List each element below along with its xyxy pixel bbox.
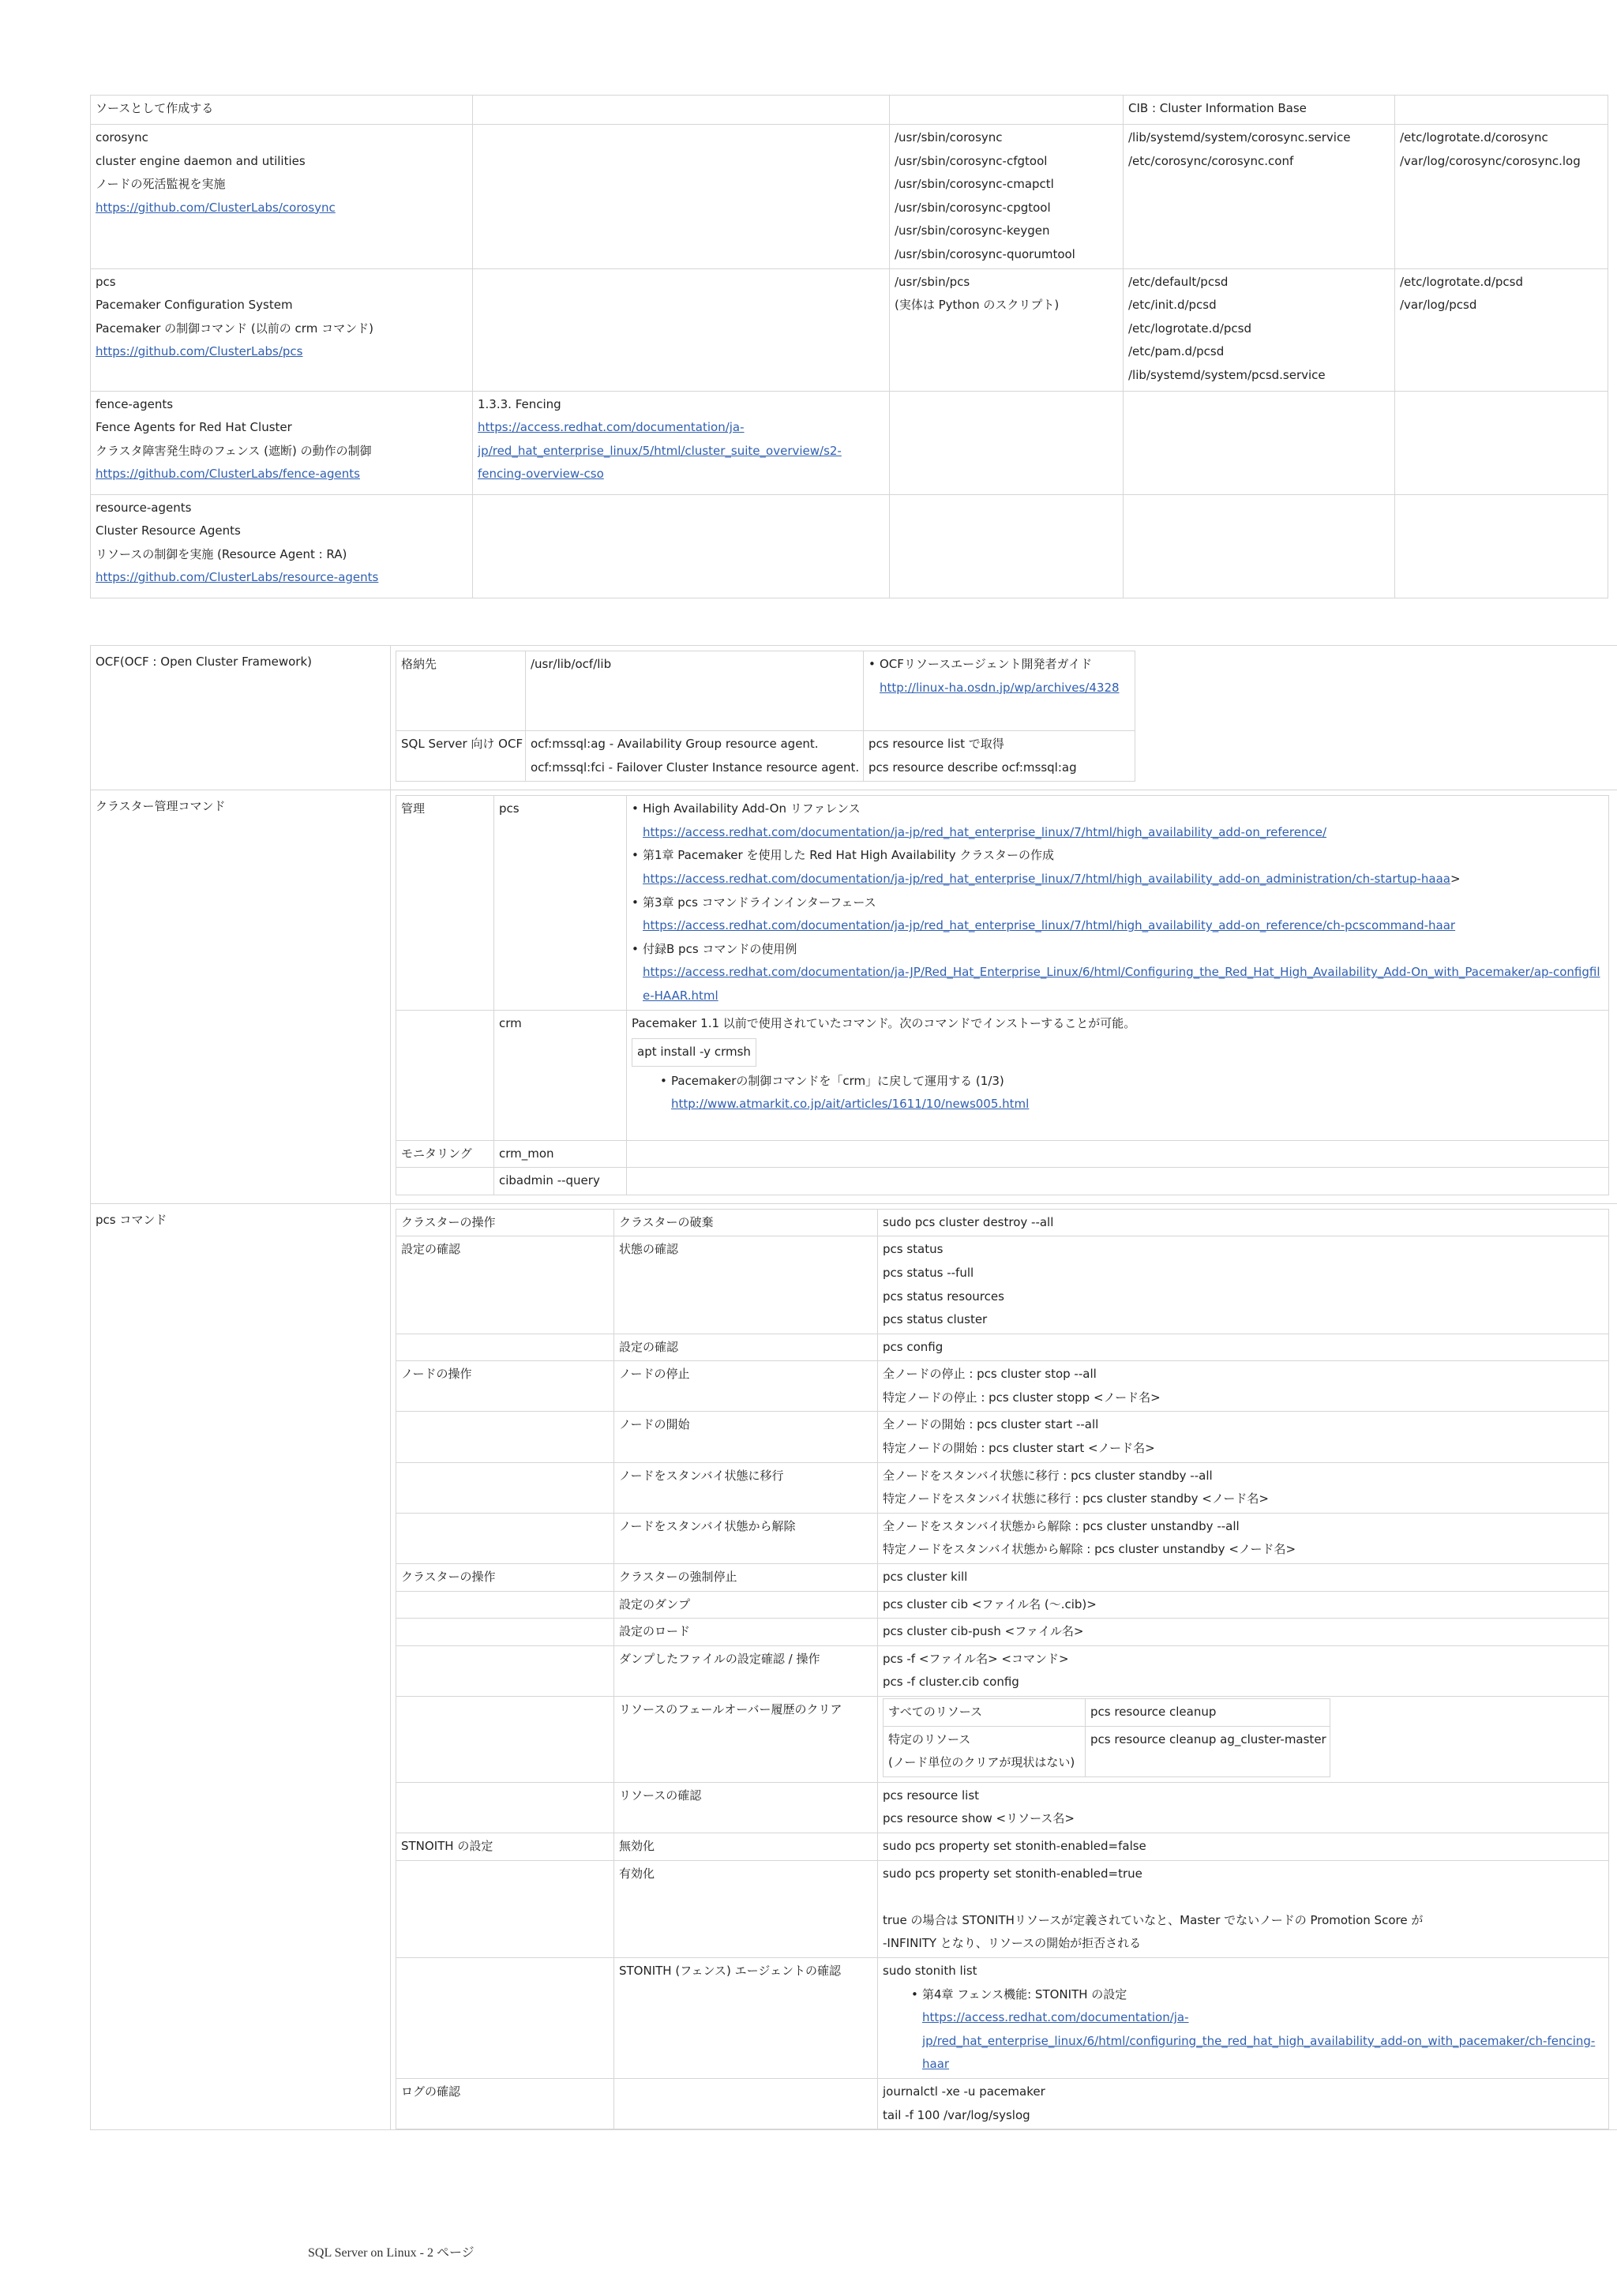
pcs-command-row-item	[396, 1833, 1609, 1860]
failover-specific-note: (ノード単位のクリアが現状はない)	[888, 1755, 1075, 1770]
mgmt-inner-table	[396, 795, 1609, 1195]
pcs-operation: ノードをスタンバイ状態に移行	[619, 1468, 784, 1483]
component-doc-title: 1.3.3. Fencing	[478, 396, 561, 411]
component-bin-line: (実体は Python のスクリプト)	[895, 298, 1060, 313]
pcs-category: STNOITH の設定	[401, 1838, 493, 1853]
pcs-operation: 無効化	[619, 1838, 655, 1853]
failover-specific-label: 特定のリソース	[888, 1731, 971, 1746]
ocf-sql-agent: ocf:mssql:ag - Availability Group resource agent.	[531, 737, 819, 751]
mgmt-row	[91, 790, 1617, 1204]
component-log-line: /etc/logrotate.d/pcsd	[1400, 274, 1523, 289]
pcs-operation: クラスターの強制停止	[619, 1570, 737, 1585]
component-bin-line: /usr/sbin/corosync-keygen	[895, 223, 1050, 238]
component-name-line: ソースとして作成する	[96, 101, 214, 115]
pcs-category: ノードの操作	[401, 1367, 472, 1382]
component-name-link[interactable]: https://github.com/ClusterLabs/pcs	[96, 344, 303, 359]
component-config-line: /lib/systemd/system/corosync.service	[1128, 130, 1351, 144]
failover-all-command: pcs resource cleanup	[1090, 1705, 1217, 1719]
component-config-line: /etc/default/pcsd	[1128, 274, 1229, 289]
ocf-store-label: 格納先	[401, 657, 437, 671]
pcs-ref-title: • 第3章 pcs コマンドラインインターフェース	[632, 891, 1604, 915]
pcs-command-row-item	[396, 1591, 1609, 1619]
pcs-command-line: pcs status cluster	[883, 1312, 988, 1327]
ocf-guide-title: • OCFリソースエージェント開発者ガイド	[869, 653, 1130, 677]
crm-ref-title: • Pacemakerの制御コマンドを「crm」に戻して運用する (1/3)	[660, 1070, 1604, 1094]
pcs-category: 設定の確認	[401, 1242, 461, 1257]
mgmt-crm: crm	[499, 1015, 522, 1030]
pcs-command-row-item	[396, 1697, 1609, 1783]
pcs-command-line: 全ノードをスタンバイ状態から解除 : pcs cluster unstandby --all	[883, 1518, 1240, 1533]
component-row	[91, 268, 1608, 391]
component-log-line: /etc/logrotate.d/corosync	[1400, 130, 1548, 144]
ocf-label: OCF(OCF : Open Cluster Framework)	[96, 655, 312, 669]
component-bin-line: /usr/sbin/pcs	[895, 274, 970, 289]
component-config-line: /etc/pam.d/pcsd	[1128, 344, 1225, 359]
component-doc-link[interactable]: jp/red_hat_enterprise_linux/5/html/cluster_suite_overview/s2-	[478, 443, 842, 458]
pcs-command-line: pcs config	[883, 1339, 944, 1354]
component-name-line: Pacemaker Configuration System	[96, 298, 293, 313]
pcs-command-row-item	[396, 1462, 1609, 1513]
failover-clear-table	[883, 1698, 1330, 1777]
component-name-line: リソースの制御を実施 (Resource Agent : RA)	[96, 546, 347, 561]
pcs-command-line: true の場合は STONITHリソースが定義されていなと、Master でないノードの Promotion Score が	[883, 1912, 1424, 1927]
pcs-command-row-item	[396, 1645, 1609, 1696]
pcs-command-line: sudo pcs property set stonith-enabled=false	[883, 1838, 1146, 1853]
pcs-command-line: 全ノードをスタンバイ状態に移行 : pcs cluster standby --all	[883, 1468, 1213, 1483]
pcs-command-row-item	[396, 1361, 1609, 1412]
stonith-ref-title: • 第4章 フェンス機能: STONITH の設定	[911, 1983, 1604, 2007]
component-name-line: fence-agents	[96, 396, 174, 411]
pcs-operation: 設定のロード	[619, 1624, 691, 1639]
pcs-command-line: sudo pcs property set stonith-enabled=true	[883, 1866, 1142, 1881]
pcs-command-line: 特定ノードの停止 : pcs cluster stopp <ノード名>	[883, 1390, 1161, 1405]
component-name-line: Pacemaker の制御コマンド (以前の crm コマンド)	[96, 321, 373, 336]
component-row	[91, 96, 1608, 125]
pcs-ref-title: • 第1章 Pacemaker を使用した Red Hat High Availability クラスターの作成	[632, 844, 1604, 868]
component-name-line: corosync	[96, 130, 148, 144]
pcs-command-row-item	[396, 2078, 1609, 2129]
crm-desc: Pacemaker 1.1 以前で使用されていたコマンド。次のコマンドでインストーすることが可能。	[632, 1015, 1136, 1030]
component-row	[91, 391, 1608, 494]
crm-install-command: apt install -y crmsh	[632, 1038, 756, 1067]
pcs-command-line: sudo pcs cluster destroy --all	[883, 1214, 1054, 1229]
component-config-line: CIB : Cluster Information Base	[1128, 101, 1307, 115]
pcs-command-table	[396, 1209, 1609, 2129]
pcs-command-row-item	[396, 1412, 1609, 1462]
component-bin-line: /usr/sbin/corosync-cpgtool	[895, 200, 1051, 215]
pcs-refs	[627, 796, 1609, 1010]
component-name-line: pcs	[96, 274, 116, 289]
pcs-operation: STONITH (フェンス) エージェントの確認	[619, 1963, 842, 1978]
ocf-guide-link[interactable]: http://linux-ha.osdn.jp/wp/archives/4328	[880, 680, 1120, 695]
pcs-ref-link[interactable]: https://access.redhat.com/documentation/ja-jp/red_hat_enterprise_linux/7/html/high_availability_add-on_reference/	[643, 824, 1327, 839]
pcs-operation: ノードの停止	[619, 1367, 690, 1382]
pcs-command-line: pcs cluster kill	[883, 1570, 968, 1585]
ocf-store-path: /usr/lib/ocf/lib	[531, 657, 612, 671]
pcs-command-line: pcs -f cluster.cib config	[883, 1675, 1019, 1690]
pcs-operation: クラスターの破棄	[619, 1214, 714, 1229]
pcs-ref-title: • 付録B pcs コマンドの使用例	[632, 938, 1604, 962]
ocf-row	[91, 646, 1617, 790]
mgmt-kanri-cell	[396, 796, 494, 1010]
ocf-sql-agent: ocf:mssql:fci - Failover Cluster Instance resource agent.	[531, 760, 860, 775]
pcs-command-row-item	[396, 1513, 1609, 1563]
component-doc-link[interactable]: fencing-overview-cso	[478, 467, 604, 482]
component-bin-line: /usr/sbin/corosync	[895, 130, 1003, 144]
pcs-command-line: -INFINITY となり、リソースの開始が拒否される	[883, 1936, 1142, 1951]
component-row	[91, 494, 1608, 598]
pcs-ref-link[interactable]: https://access.redhat.com/documentation/ja-jp/red_hat_enterprise_linux/7/html/high_availability_add-on_reference/ch-pcscommand-haar	[643, 918, 1456, 933]
pcs-command-line: pcs cluster cib-push <ファイル名>	[883, 1624, 1084, 1639]
pcs-command-line: 全ノードの開始 : pcs cluster start --all	[883, 1417, 1099, 1432]
mgmt-kanri: 管理	[401, 801, 426, 816]
pcs-ref-suffix: >	[1450, 871, 1461, 886]
pcs-command-line: tail -f 100 /var/log/syslog	[883, 2107, 1030, 2122]
component-name-line: Fence Agents for Red Hat Cluster	[96, 420, 292, 435]
component-name-line: cluster engine daemon and utilities	[96, 153, 306, 168]
component-row	[91, 125, 1608, 269]
component-log-line: /var/log/corosync/corosync.log	[1400, 153, 1581, 168]
component-name-line: Cluster Resource Agents	[96, 523, 241, 538]
component-bin-line: /usr/sbin/corosync-cfgtool	[895, 153, 1048, 168]
pcs-operation: ノードの開始	[619, 1417, 690, 1432]
component-config-line: /lib/systemd/system/pcsd.service	[1128, 367, 1326, 382]
pcs-command-row-item	[396, 1209, 1609, 1236]
pcs-category: クラスターの操作	[401, 1570, 496, 1585]
ocf-sql-cmd: pcs resource list で取得	[869, 737, 1004, 751]
pcs-ref-link[interactable]: https://access.redhat.com/documentation/ja-JP/Red_Hat_Enterprise_Linux/6/html/Configuring_the_Red_Hat_High_Availability_Add-On_with_Pacemaker/ap-configfile-HAAR.html	[643, 965, 1600, 1003]
pcs-command-line: pcs cluster cib <ファイル名 (～.cib)>	[883, 1596, 1097, 1611]
pcs-operation: ノードをスタンバイ状態から解除	[619, 1518, 796, 1533]
component-name-line: resource-agents	[96, 500, 192, 515]
stonith-ref-link[interactable]: https://access.redhat.com/documentation/ja-	[922, 2010, 1189, 2025]
pcs-operation: 状態の確認	[619, 1242, 679, 1257]
component-name-line: ノードの死活監視を実施	[96, 177, 226, 192]
pcs-ref-link[interactable]: https://access.redhat.com/documentation/ja-jp/red_hat_enterprise_linux/7/html/high_availability_add-on_administration/ch-startup-haaa	[643, 871, 1450, 886]
failover-all-label: すべてのリソース	[888, 1705, 982, 1719]
page-footer: SQL Server on Linux - 2 ページ	[308, 2246, 475, 2260]
pcs-category: クラスターの操作	[401, 1214, 496, 1229]
pcs-operation: 有効化	[619, 1866, 655, 1881]
component-config-line: /etc/corosync/corosync.conf	[1128, 153, 1294, 168]
pcs-command-line: 特定ノードの開始 : pcs cluster start <ノード名>	[883, 1441, 1155, 1456]
pcs-command-row-item	[396, 1564, 1609, 1592]
component-config-line: /etc/init.d/pcsd	[1128, 298, 1217, 313]
pcs-command-line: 特定ノードをスタンバイ状態から解除 : pcs cluster unstandby <ノード名>	[883, 1542, 1296, 1557]
pcs-command-line: journalctl -xe -u pacemaker	[883, 2084, 1045, 2099]
component-bin-line: /usr/sbin/corosync-cmapctl	[895, 177, 1054, 192]
pcs-command-line: 全ノードの停止 : pcs cluster stop --all	[883, 1367, 1097, 1382]
ocf-sql-label: SQL Server 向け OCF	[401, 737, 523, 751]
pcs-command-line: pcs status --full	[883, 1265, 974, 1280]
components-table	[90, 95, 1608, 598]
pcs-command-line: pcs resource show <リソース名>	[883, 1811, 1075, 1826]
pcs-category: ログの確認	[401, 2084, 461, 2099]
mgmt-cibadmin: cibadmin --query	[499, 1173, 600, 1188]
pcs-command-line: pcs status resources	[883, 1289, 1004, 1304]
pcs-command-label: pcs コマンド	[96, 1212, 167, 1227]
pcs-command-row-item	[396, 1334, 1609, 1361]
component-name-line: クラスタ障害発生時のフェンス (遮断) の動作の制御	[96, 443, 372, 458]
pcs-operation: リソースの確認	[619, 1788, 702, 1803]
ocf-sql-cmd: pcs resource describe ocf:mssql:ag	[869, 760, 1077, 775]
component-doc-link[interactable]: https://access.redhat.com/documentation/ja-	[478, 420, 745, 435]
mgmt-monitoring: モニタリング	[401, 1146, 472, 1161]
pcs-ref-title: • High Availability Add-On リファレンス	[632, 797, 1604, 821]
pcs-command-row	[91, 1203, 1617, 2129]
crm-ref-link[interactable]: http://www.atmarkit.co.jp/ait/articles/1611/10/news005.html	[671, 1097, 1030, 1112]
mgmt-pcs: pcs	[499, 801, 520, 816]
pcs-operation: リソースのフェールオーバー履歴のクリア	[619, 1702, 842, 1716]
stonith-ref-link[interactable]: jp/red_hat_enterprise_linux/6/html/configuring_the_red_hat_high_availability_add-on_with_pacemaker/ch-fencing-	[922, 2033, 1596, 2048]
component-log-line: /var/log/pcsd	[1400, 298, 1477, 313]
pcs-command-row-item	[396, 1236, 1609, 1334]
main-table	[90, 645, 1617, 2130]
mgmt-label: クラスター管理コマンド	[96, 799, 226, 814]
pcs-command-line: pcs status	[883, 1242, 944, 1257]
pcs-command-line: 特定ノードをスタンバイ状態に移行 : pcs cluster standby <ノード名>	[883, 1491, 1269, 1506]
component-bin-line: /usr/sbin/corosync-quorumtool	[895, 246, 1075, 261]
stonith-ref-link[interactable]: haar	[922, 2057, 950, 2072]
component-name-link[interactable]: https://github.com/ClusterLabs/corosync	[96, 200, 336, 215]
pcs-command-row-item	[396, 1619, 1609, 1646]
component-name-link[interactable]: https://github.com/ClusterLabs/resource-agents	[96, 570, 379, 585]
ocf-inner-table	[396, 651, 1135, 782]
pcs-command-line	[883, 1885, 1604, 1909]
component-name-link[interactable]: https://github.com/ClusterLabs/fence-agents	[96, 467, 360, 482]
mgmt-crm-mon: crm_mon	[499, 1146, 554, 1161]
pcs-command-line: pcs resource list	[883, 1788, 980, 1803]
failover-specific-command: pcs resource cleanup ag_cluster-master	[1090, 1731, 1326, 1746]
stonith-list-command: sudo stonith list	[883, 1963, 977, 1978]
pcs-operation: 設定のダンプ	[619, 1596, 691, 1611]
pcs-command-line: pcs -f <ファイル名> <コマンド>	[883, 1651, 1069, 1666]
pcs-operation: 設定の確認	[619, 1339, 679, 1354]
component-config-line: /etc/logrotate.d/pcsd	[1128, 321, 1251, 336]
pcs-command-row-item	[396, 1860, 1609, 1957]
pcs-command-row-item	[396, 1957, 1609, 2078]
pcs-operation: ダンプしたファイルの設定確認 / 操作	[619, 1651, 820, 1666]
pcs-command-row-item	[396, 1782, 1609, 1833]
